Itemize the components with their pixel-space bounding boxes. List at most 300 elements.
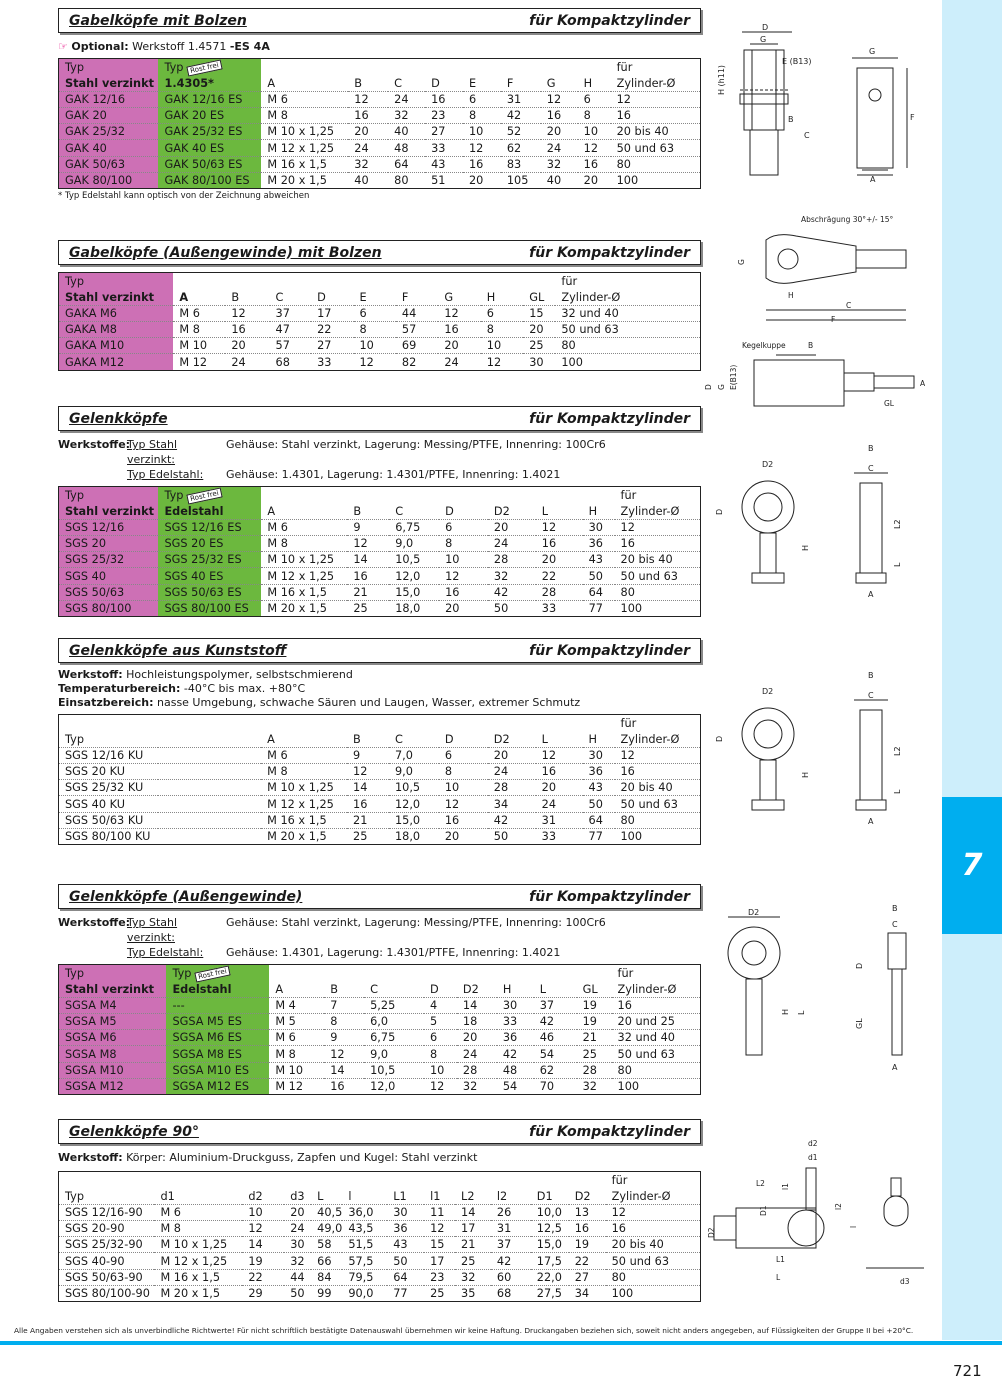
table-cell: 20: [457, 1030, 497, 1046]
header-cell: L1: [393, 1189, 407, 1203]
table-cell: 24: [225, 354, 269, 370]
header-cell: für: [611, 1173, 628, 1187]
table-cell: 23: [424, 1269, 455, 1285]
table-row: [59, 91, 701, 107]
table-cell: 20 und 25: [612, 1013, 701, 1029]
section-title: Gabelköpfe (Außengewinde) mit Bolzen: [69, 244, 382, 261]
table-cell: 20: [541, 124, 578, 140]
dim-label: L2: [893, 519, 902, 529]
table-cell: 8: [481, 321, 523, 337]
table-row: [59, 535, 701, 551]
table-cell: 37: [491, 1237, 531, 1253]
table-cell: 33: [536, 601, 583, 617]
table-cell: 64: [583, 812, 615, 828]
table-row: [59, 552, 701, 568]
section-header: [58, 406, 701, 431]
table-cell: SGSA M6 ES: [166, 1030, 269, 1046]
dim-label: D: [715, 508, 724, 515]
table-cell: 36: [583, 535, 615, 551]
header-cell: [269, 965, 324, 981]
header-cell: D2: [493, 732, 510, 746]
header-cell: A: [179, 290, 189, 304]
header-cell: [438, 273, 480, 289]
table-cell: 12,5: [531, 1220, 569, 1236]
table-cell: 30: [387, 1204, 424, 1220]
table-cell: 20: [536, 780, 583, 796]
table-cell: 28: [488, 552, 536, 568]
dim-label: C: [868, 691, 874, 700]
table-cell: 32: [348, 156, 388, 172]
table-cell: 50 und 63: [555, 321, 700, 337]
table-cell: 6: [424, 1030, 457, 1046]
table-row: [59, 1079, 701, 1095]
table-cell: GAK 25/32: [59, 124, 159, 140]
dim-label: B: [808, 341, 814, 350]
table-cell: 32: [577, 1079, 612, 1095]
dim-label: E (B13): [782, 57, 812, 66]
table-cell: 25: [424, 1286, 455, 1302]
table-cell: SGS 12/16: [59, 519, 159, 535]
table-cell: 32: [455, 1269, 491, 1285]
table-cell: 16: [438, 321, 480, 337]
table-cell: 100: [612, 1079, 701, 1095]
table-cell: 20: [439, 601, 488, 617]
table-cell: 64: [583, 584, 615, 600]
header-cell: [242, 1172, 284, 1188]
dim-label: l2: [834, 1203, 843, 1210]
table-cell: 20: [439, 829, 488, 845]
table-cell: 100: [611, 173, 701, 189]
table-cell: 32: [457, 1079, 497, 1095]
table-cell: 35: [455, 1286, 491, 1302]
table-cell: 50: [284, 1286, 311, 1302]
table-cell: 6: [439, 747, 488, 763]
table-cell: 20: [488, 519, 536, 535]
table-cell: 10: [242, 1204, 284, 1220]
table-cell: 33: [497, 1013, 534, 1029]
table-cell: M 6: [261, 519, 347, 535]
header-cell: [284, 1172, 311, 1188]
table-cell: 100: [555, 354, 700, 370]
table-cell: 20: [225, 338, 269, 354]
table-cell: 66: [311, 1253, 342, 1269]
header-cell: Zylinder-Ø: [616, 76, 676, 90]
header-cell: C: [275, 290, 284, 304]
table-cell: 36,0: [342, 1204, 387, 1220]
table-cell: 30: [497, 997, 534, 1013]
table-cell: SGSA M10 ES: [166, 1062, 269, 1078]
table-cell: SGS 20 KU: [59, 763, 159, 779]
section-header: [58, 240, 701, 265]
table-row: [59, 763, 701, 779]
table-cell: M 12 x 1,25: [261, 796, 347, 812]
header-cell: [173, 273, 225, 289]
table-row: [59, 829, 701, 845]
table-cell: 22: [569, 1253, 606, 1269]
table-cell: GAK 12/16 ES: [158, 91, 261, 107]
header-cell: Typ: [59, 59, 159, 75]
table-cell: 20 bis 40: [615, 780, 701, 796]
table-cell: 77: [387, 1286, 424, 1302]
table-cell: 57,5: [342, 1253, 387, 1269]
table-cell: 17,5: [531, 1253, 569, 1269]
table-cell: 12: [242, 1220, 284, 1236]
header-cell: [154, 1172, 242, 1188]
table-cell: 18: [457, 1013, 497, 1029]
header-cell: D: [444, 732, 454, 746]
table-cell: 12: [347, 763, 389, 779]
table-cell: 6: [354, 305, 396, 321]
table-gak: [58, 58, 701, 189]
table-cell: 30: [583, 747, 615, 763]
table-cell: 9,0: [364, 1046, 424, 1062]
table-cell: 27: [311, 338, 353, 354]
table-row: [59, 997, 701, 1013]
table-cell: 68: [270, 354, 312, 370]
table-cell: M 4: [269, 997, 324, 1013]
table-cell: 20: [488, 747, 536, 763]
dim-label: C: [868, 464, 874, 473]
header-cell: Stahl verzinkt: [59, 503, 159, 519]
table-cell: GAKA M8: [59, 321, 174, 337]
table-cell: SGS 20: [59, 535, 159, 551]
table-cell: M 16 x 1,5: [261, 156, 348, 172]
section-gelenkkoepfe-90: [58, 1119, 701, 1302]
header-cell: L: [317, 1189, 324, 1203]
header-cell: [261, 715, 347, 731]
table-cell: 10: [439, 780, 488, 796]
table-cell: M 6: [261, 91, 348, 107]
table-cell: 21: [347, 812, 389, 828]
header-cell: [425, 59, 463, 75]
header-cell: Stahl verzinkt: [59, 75, 159, 91]
dim-label: G: [717, 384, 726, 390]
drawing-gelenkkopf-aussengewinde: [712, 905, 912, 1075]
table-cell: 37: [270, 305, 312, 321]
table-cell: 42: [534, 1013, 577, 1029]
header-cell: Stahl verzinkt: [59, 981, 167, 997]
section-subtitle: für Kompaktzylinder: [529, 1123, 690, 1140]
table-row: [59, 140, 701, 156]
table-cell: 25: [347, 601, 389, 617]
dim-label: L: [893, 789, 902, 794]
drawing-gabelkopf: [712, 20, 932, 185]
header-cell: [439, 487, 488, 503]
header-cell: F: [506, 76, 514, 90]
header-cell: Edelstahl: [158, 503, 261, 519]
header-cell: [59, 715, 159, 731]
header-cell: Typ Rost frei: [158, 59, 261, 75]
header-cell: D2: [493, 504, 510, 518]
header-cell: C: [370, 982, 379, 996]
table-cell: 12,0: [389, 568, 439, 584]
table-cell: 17: [424, 1253, 455, 1269]
table-row: [59, 601, 701, 617]
section-gabelkoepfe: [58, 8, 701, 201]
dim-label: d2: [808, 1139, 818, 1148]
header-cell: Zylinder-Ø: [617, 982, 677, 996]
table-cell: 50 und 63: [615, 568, 701, 584]
dim-label: F: [831, 315, 836, 324]
table-cell: 50: [583, 796, 615, 812]
table-cell: 36: [583, 763, 615, 779]
table-cell: 24: [457, 1046, 497, 1062]
table-cell: 24: [541, 140, 578, 156]
table-sgsa: [58, 964, 701, 1095]
header-cell: [488, 487, 536, 503]
table-cell: 43: [387, 1237, 424, 1253]
table-cell: 25: [347, 829, 389, 845]
table-cell: 33: [536, 829, 583, 845]
header-cell: GL: [582, 982, 598, 996]
dim-label: H: [801, 771, 810, 778]
dim-label: G: [760, 35, 767, 44]
header-cell: l1: [430, 1189, 441, 1203]
table-cell: 48: [388, 140, 425, 156]
table-cell: SGS 25/32: [59, 552, 159, 568]
table-cell: M 16 x 1,5: [261, 812, 347, 828]
table-cell: 16: [541, 107, 578, 123]
table-cell: 10,5: [389, 552, 439, 568]
table-cell: 8: [439, 535, 488, 551]
table-cell: 44: [284, 1269, 311, 1285]
header-cell: [389, 487, 439, 503]
table-cell: 32 und 40: [555, 305, 700, 321]
header-cell: [59, 1172, 155, 1188]
table-cell: GAKA M10: [59, 338, 174, 354]
table-cell: 14: [347, 780, 389, 796]
header-cell: Typ: [59, 273, 174, 289]
table-cell: 83: [501, 156, 541, 172]
table-cell: 7,0: [389, 747, 439, 763]
dim-label: l1: [781, 1183, 790, 1190]
header-cell: Typ: [65, 1189, 84, 1203]
table-cell: SGSA M8 ES: [166, 1046, 269, 1062]
table-cell: 62: [501, 140, 541, 156]
drawing-gelenkkopf-90: [706, 1138, 930, 1288]
header-cell: für: [620, 488, 637, 502]
header-cell: [455, 1172, 491, 1188]
table-cell: 79,5: [342, 1269, 387, 1285]
table-cell: 20: [536, 552, 583, 568]
table-cell: 9: [347, 519, 389, 535]
table-cell: 15: [424, 1237, 455, 1253]
header-cell: [347, 487, 389, 503]
table-cell: [158, 747, 261, 763]
header-cell: [311, 1172, 342, 1188]
table-cell: 12: [615, 747, 701, 763]
table-cell: 22,0: [531, 1269, 569, 1285]
header-cell: [583, 715, 615, 731]
table-cell: 15,0: [389, 812, 439, 828]
table-cell: M 10 x 1,25: [261, 124, 348, 140]
table-cell: SGS 40 ES: [158, 568, 261, 584]
header-cell: B: [330, 982, 338, 996]
table-cell: 6,75: [364, 1030, 424, 1046]
table-row: [59, 1204, 701, 1220]
table-cell: 16: [536, 763, 583, 779]
table-cell: 12: [424, 1220, 455, 1236]
table-cell: 14: [324, 1062, 364, 1078]
table-cell: 28: [488, 780, 536, 796]
table-cell: 10,5: [364, 1062, 424, 1078]
table-cell: 20: [578, 173, 611, 189]
table-cell: 25: [455, 1253, 491, 1269]
dim-label: H: [781, 1008, 790, 1015]
table-cell: SGSA M4: [59, 997, 167, 1013]
table-cell: [158, 812, 261, 828]
header-cell: [261, 487, 347, 503]
table-cell: 50 und 63: [615, 796, 701, 812]
section-gabelkoepfe-aussengewinde: [58, 240, 701, 371]
table-cell: SGS 80/100: [59, 601, 159, 617]
table-cell: 16: [348, 107, 388, 123]
table-cell: GAK 80/100: [59, 173, 159, 189]
header-cell: [439, 715, 488, 731]
section-gelenkkoepfe-kunststoff: [58, 638, 701, 845]
header-cell: [578, 59, 611, 75]
header-cell: [531, 1172, 569, 1188]
header-cell: F: [401, 290, 409, 304]
header-cell: Typ: [59, 965, 167, 981]
table-cell: 8: [354, 321, 396, 337]
table-cell: 10: [578, 124, 611, 140]
table-row: [59, 354, 701, 370]
dim-label: A: [870, 175, 876, 184]
table-cell: 12,0: [389, 796, 439, 812]
table-cell: 64: [387, 1269, 424, 1285]
dim-label: L2: [756, 1179, 765, 1188]
header-cell: [158, 731, 261, 747]
dim-label: F: [910, 113, 915, 122]
table-cell: 12: [541, 91, 578, 107]
table-cell: 16: [225, 321, 269, 337]
table-cell: 50 und 63: [612, 1046, 701, 1062]
table-cell: SGS 50/63-90: [59, 1269, 155, 1285]
dim-label: A: [868, 817, 874, 826]
table-cell: 31: [501, 91, 541, 107]
dim-label: GL: [855, 1018, 864, 1029]
dim-label: C: [804, 131, 810, 140]
table-cell: 6: [481, 305, 523, 321]
header-cell: D: [429, 982, 439, 996]
dim-label: D: [855, 962, 864, 969]
table-cell: SGS 25/32 ES: [158, 552, 261, 568]
header-cell: [347, 715, 389, 731]
section-title: Gabelköpfe mit Bolzen: [69, 12, 247, 29]
table-cell: SGS 25/32 KU: [59, 780, 159, 796]
table-cell: 14: [457, 997, 497, 1013]
table-cell: M 16 x 1,5: [261, 584, 347, 600]
table-cell: 8: [424, 1046, 457, 1062]
table-cell: 42: [497, 1046, 534, 1062]
page-number: 721: [953, 1362, 982, 1380]
table-cell: 28: [577, 1062, 612, 1078]
dim-label: L1: [776, 1255, 785, 1264]
table-cell: 20: [523, 321, 555, 337]
table-cell: 16: [324, 1079, 364, 1095]
table-cell: 6: [463, 91, 501, 107]
rostfrei-badge: Rost frei: [195, 965, 231, 982]
dim-label: D: [704, 384, 713, 390]
chapter-tab[interactable]: 7: [942, 797, 1002, 934]
table-cell: SGS 80/100 KU: [59, 829, 159, 845]
table-cell: 9: [324, 1030, 364, 1046]
table-cell: 25: [523, 338, 555, 354]
table-cell: 54: [497, 1079, 534, 1095]
header-cell: C: [394, 732, 403, 746]
section-title: Gelenkköpfe 90°: [69, 1123, 199, 1140]
header-cell: G: [546, 76, 556, 90]
table-cell: 12: [347, 535, 389, 551]
header-cell: L: [541, 504, 549, 518]
table-cell: 24: [388, 91, 425, 107]
table-cell: SGS 80/100 ES: [158, 601, 261, 617]
table-cell: 34: [569, 1286, 606, 1302]
table-cell: 28: [536, 584, 583, 600]
table-row: [59, 584, 701, 600]
table-row: [59, 173, 701, 189]
table-cell: 16: [615, 763, 701, 779]
header-cell: B: [353, 732, 361, 746]
table-cell: GAK 25/32 ES: [158, 124, 261, 140]
header-cell: B: [354, 76, 363, 90]
table-cell: 12: [463, 140, 501, 156]
header-cell: [497, 965, 534, 981]
rostfrei-badge: Rost frei: [187, 59, 223, 76]
table-cell: 10: [424, 1062, 457, 1078]
header-cell: A: [267, 732, 275, 746]
header-cell: C: [395, 504, 404, 518]
table-cell: 23: [425, 107, 463, 123]
table-row: [59, 1286, 701, 1302]
table-cell: SGS 20-90: [59, 1220, 155, 1236]
table-cell: 31: [536, 812, 583, 828]
table-row: [59, 1220, 701, 1236]
dim-label: L: [893, 562, 902, 567]
table-cell: SGS 12/16 ES: [158, 519, 261, 535]
table-cell: M 10 x 1,25: [261, 552, 347, 568]
table-cell: SGS 20 ES: [158, 535, 261, 551]
header-cell: H: [588, 732, 598, 746]
table-cell: 84: [311, 1269, 342, 1285]
table-cell: 12: [606, 1204, 701, 1220]
table-cell: 16: [578, 156, 611, 172]
table-cell: 15,0: [531, 1237, 569, 1253]
table-cell: 64: [388, 156, 425, 172]
table-cell: 49,0: [311, 1220, 342, 1236]
header-cell: [270, 273, 312, 289]
table-cell: 12: [536, 747, 583, 763]
table-cell: 8: [463, 107, 501, 123]
table-cell: M 6: [269, 1030, 324, 1046]
table-cell: 6,0: [364, 1013, 424, 1029]
table-cell: 32: [388, 107, 425, 123]
table-cell: 54: [534, 1046, 577, 1062]
dim-label: L: [776, 1273, 781, 1282]
table-cell: 18,0: [389, 601, 439, 617]
table-cell: 100: [615, 829, 701, 845]
dim-label: A: [892, 1063, 898, 1072]
header-cell: D2: [574, 1189, 591, 1203]
table-cell: 58: [311, 1237, 342, 1253]
header-cell: [536, 487, 583, 503]
table-cell: M 6: [261, 747, 347, 763]
section-gelenkkoepfe-aussengewinde: [58, 884, 701, 1095]
header-cell: d1: [160, 1189, 175, 1203]
table-cell: 51: [425, 173, 463, 189]
table-cell: SGS 12/16-90: [59, 1204, 155, 1220]
